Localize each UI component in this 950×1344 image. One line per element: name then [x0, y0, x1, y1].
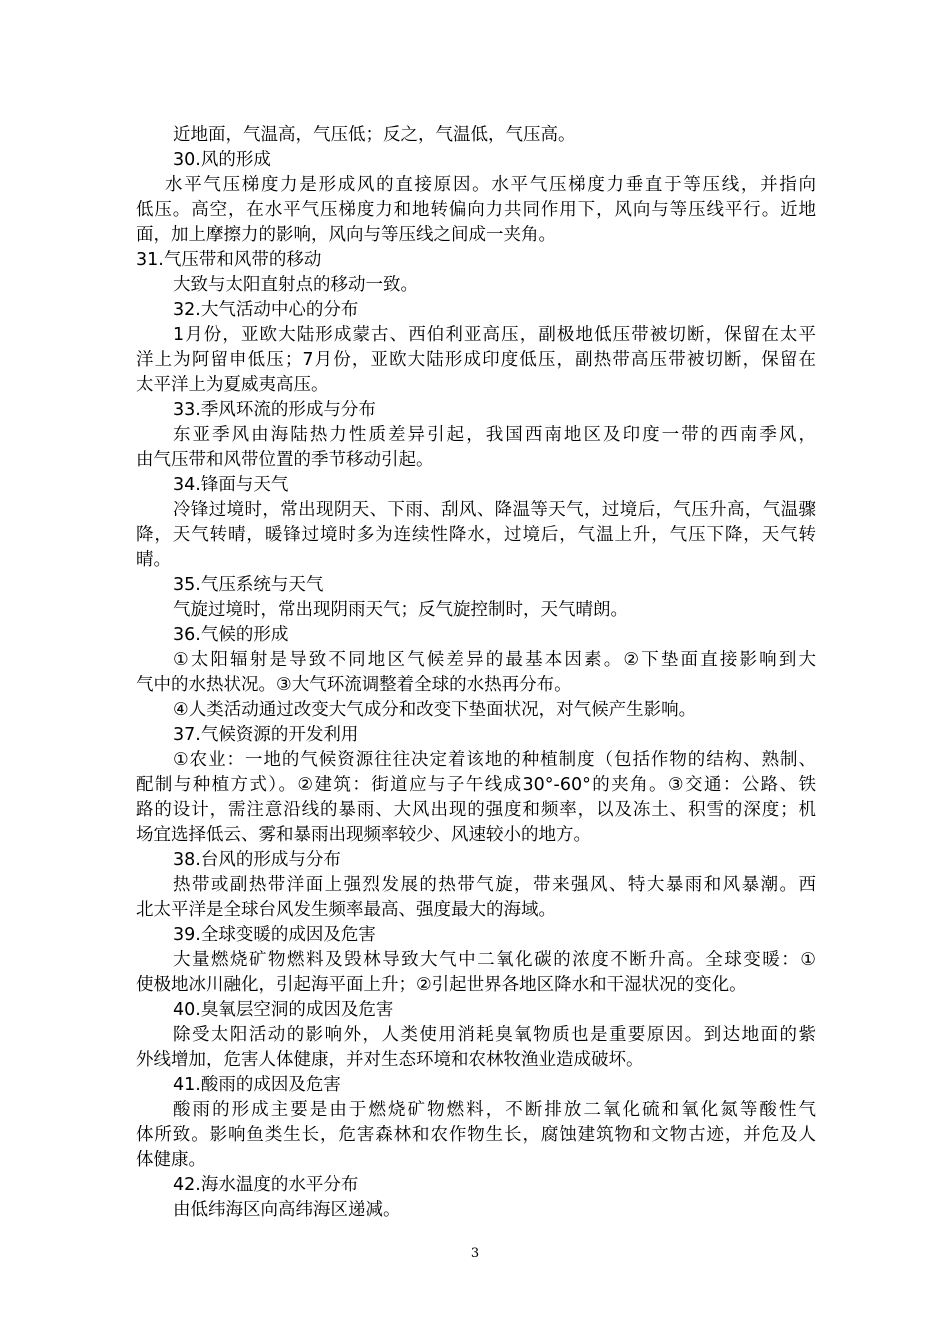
section-heading: 36.气候的形成 [173, 625, 289, 645]
text-line: 由低纬海区向高纬海区递减。 [173, 1200, 401, 1220]
text-line: 场宜选择低云、雾和暴雨出现频率较少、风速较小的地方。 [136, 825, 591, 845]
page-number: 3 [470, 1246, 480, 1261]
section-heading: 35.气压系统与天气 [173, 575, 324, 595]
text-line: 使极地冰川融化，引起海平面上升；②引起世界各地区降水和干湿状况的变化。 [136, 975, 747, 995]
text-line: 洋上为阿留申低压；7月份，亚欧大陆形成印度低压，副热带高压带被切断，保留在 [136, 350, 816, 370]
text-line: 气中的水热状况。③大气环流调整着全球的水热再分布。 [136, 675, 572, 695]
text-line: ①太阳辐射是导致不同地区气候差异的最基本因素。②下垫面直接影响到大 [173, 650, 816, 670]
text-line: 面，加上摩擦力的影响，风向与等压线之间成一夹角。 [136, 225, 556, 245]
text-line: 大量燃烧矿物燃料及毁林导致大气中二氧化碳的浓度不断升高。全球变暖：① [173, 950, 816, 970]
section-heading: 41.酸雨的成因及危害 [173, 1075, 341, 1095]
text-line: 酸雨的形成主要是由于燃烧矿物燃料，不断排放二氧化硫和氧化氮等酸性气 [173, 1100, 816, 1120]
text-line: ①农业：一地的气候资源往往决定着该地的种植制度（包括作物的结构、熟制、 [173, 750, 816, 770]
section-heading: 30.风的形成 [173, 150, 271, 170]
text-line: 热带或副热带洋面上强烈发展的热带气旋，带来强风、特大暴雨和风暴潮。西 [173, 875, 816, 895]
text-line: 路的设计，需注意沿线的暴雨、大风出现的强度和频率，以及冻土、积雪的深度；机 [136, 800, 816, 820]
text-line: 外线增加，危害人体健康，并对生态环境和农林牧渔业造成破坏。 [136, 1050, 644, 1070]
section-heading: 34.锋面与天气 [173, 475, 289, 495]
text-line: 体所致。影响鱼类生长，危害森林和农作物生长，腐蚀建筑物和文物古迹，并危及人 [136, 1125, 816, 1145]
section-heading: 40.臭氧层空洞的成因及危害 [173, 1000, 394, 1020]
text-line: 近地面，气温高，气压低；反之，气温低，气压高。 [173, 125, 576, 145]
text-line: 1月份，亚欧大陆形成蒙古、西伯利亚高压，副极地低压带被切断，保留在太平 [173, 325, 816, 345]
text-line: 北太平洋是全球台风发生频率最高、强度最大的海域。 [136, 900, 556, 920]
text-line: 大致与太阳直射点的移动一致。 [173, 275, 418, 295]
text-line: 气旋过境时，常出现阴雨天气；反气旋控制时，天气晴朗。 [173, 600, 628, 620]
text-line: 晴。 [136, 550, 171, 570]
text-line: ④人类活动通过改变大气成分和改变下垫面状况，对气候产生影响。 [173, 700, 697, 720]
section-heading: 38.台风的形成与分布 [173, 850, 341, 870]
text-line: 东亚季风由海陆热力性质差异引起，我国西南地区及印度一带的西南季风， [173, 425, 816, 445]
section-heading: 32.大气活动中心的分布 [173, 300, 359, 320]
text-line: 体健康。 [136, 1150, 206, 1170]
text-line: 降，天气转晴，暖锋过境时多为连续性降水，过境后，气温上升，气压下降，天气转 [136, 525, 816, 545]
document-body [136, 123, 816, 1223]
text-line: 冷锋过境时，常出现阴天、下雨、刮风、降温等天气，过境后，气压升高，气温骤 [173, 500, 816, 520]
text-line: 太平洋上为夏威夷高压。 [136, 375, 329, 395]
section-heading: 37.气候资源的开发利用 [173, 725, 359, 745]
text-line: 除受太阳活动的影响外，人类使用消耗臭氧物质也是重要原因。到达地面的紫 [173, 1025, 816, 1045]
text-line: 由气压带和风带位置的季节移动引起。 [136, 450, 434, 470]
section-heading: 33.季风环流的形成与分布 [173, 400, 376, 420]
section-heading: 31.气压带和风带的移动 [136, 250, 322, 270]
text-line: 低压。高空，在水平气压梯度力和地转偏向力共同作用下，风向与等压线平行。近地 [136, 200, 816, 220]
section-heading: 42.海水温度的水平分布 [173, 1175, 359, 1195]
text-line: 配制与种植方式）。②建筑：街道应与子午线成30°-60°的夹角。③交通：公路、铁 [136, 775, 816, 795]
section-heading: 39.全球变暖的成因及危害 [173, 925, 376, 945]
text-line: 水平气压梯度力是形成风的直接原因。水平气压梯度力垂直于等压线，并指向 [165, 175, 816, 195]
